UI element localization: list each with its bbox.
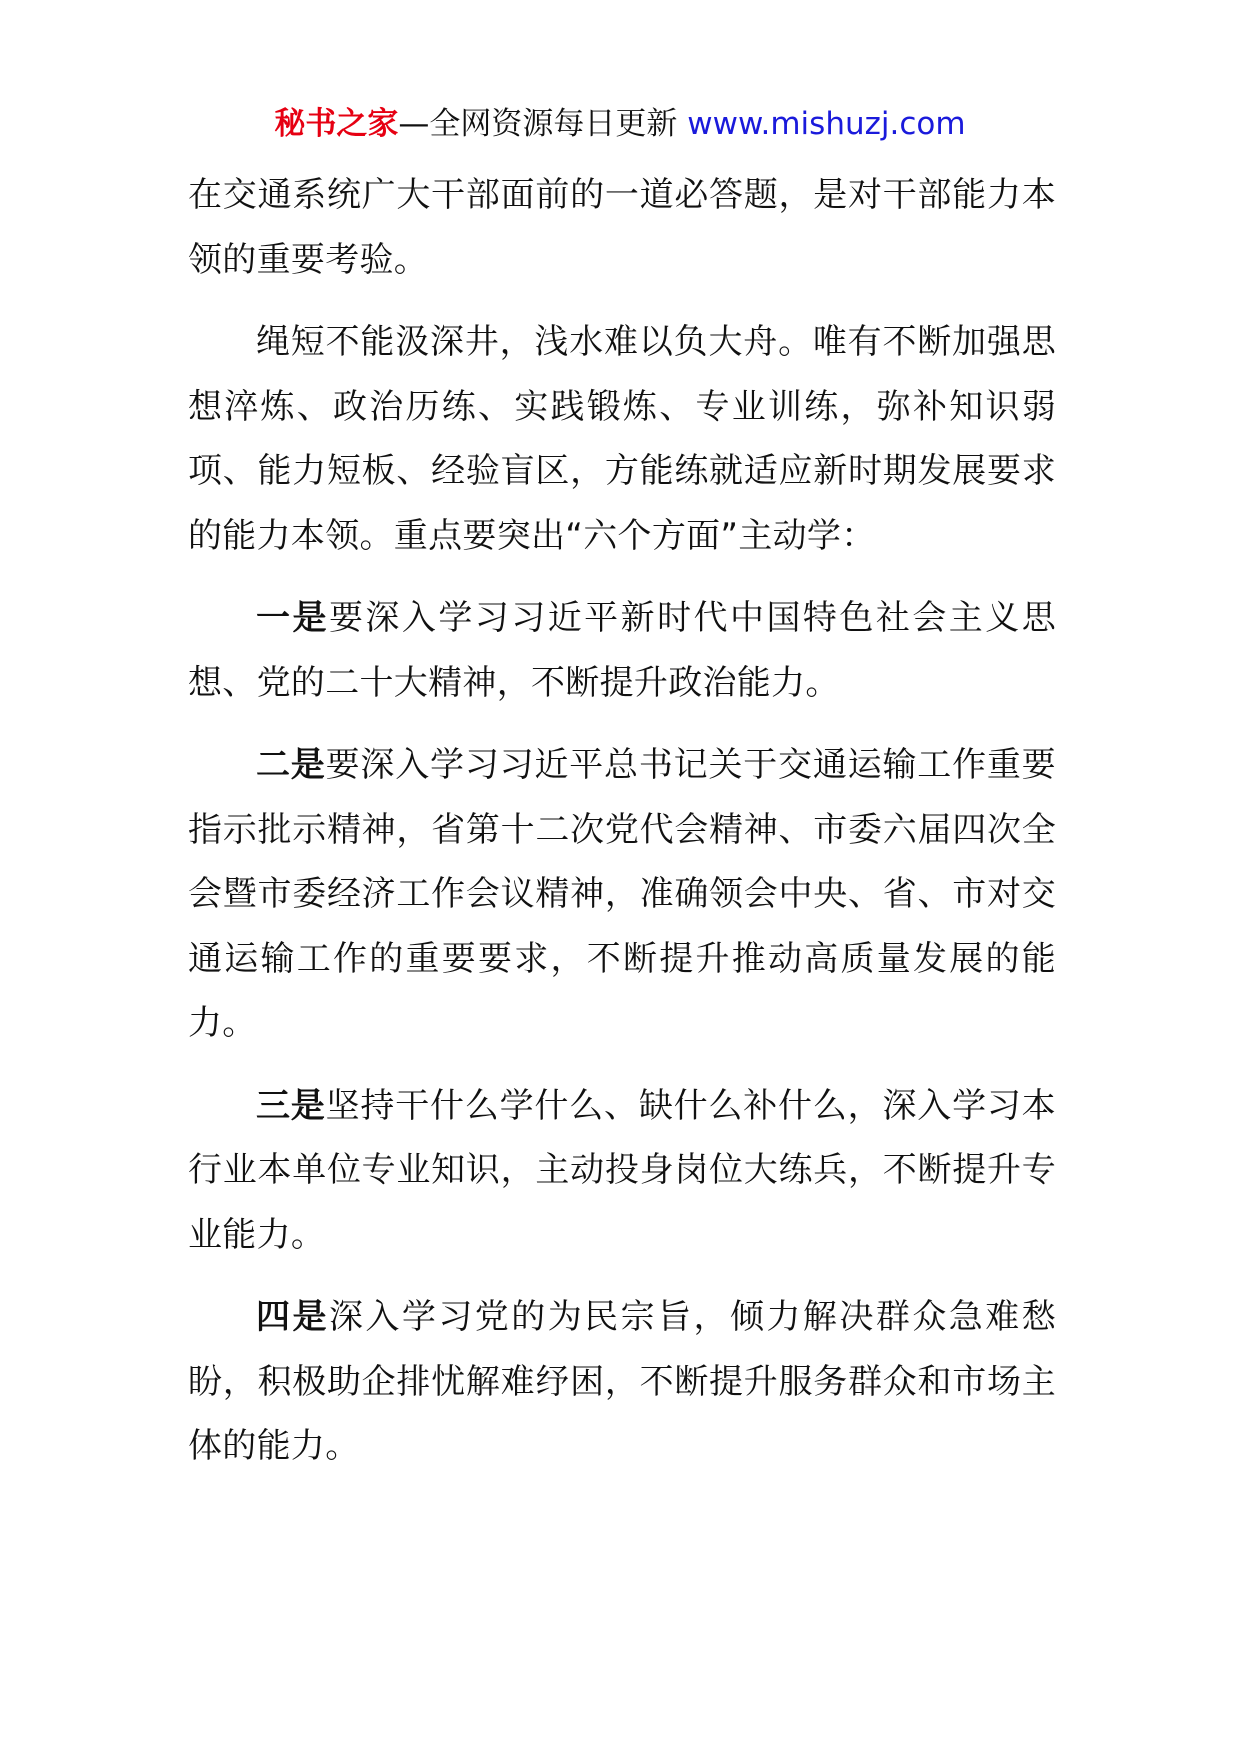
item-text: 要深入学习习近平总书记关于交通运输工作重要指示批示精神，省第十二次党代会精神、市委六届四次全会暨市委经济工作会议精神，准确领会中央、省、市对交通运输工作的重要要求，不断提升推动高质量发展的能力。	[188, 745, 1056, 1043]
item-text: 要深入学习习近平新时代中国特色社会主义思想、党的二十大精神，不断提升政治能力。	[188, 598, 1057, 703]
site-url[interactable]: www.mishuzj.com	[687, 106, 966, 142]
list-item	[188, 1285, 1056, 1479]
item-lead: 一是	[256, 598, 329, 638]
list-item	[188, 1074, 1056, 1268]
document-body	[188, 163, 1056, 1497]
page-header	[0, 102, 1240, 146]
list-item	[188, 733, 1056, 1056]
item-lead: 二是	[256, 745, 326, 785]
item-lead: 四是	[256, 1297, 329, 1337]
item-lead: 三是	[256, 1085, 326, 1126]
intro-paragraph: 绳短不能汲深井，浅水难以负大舟。唯有不断加强思想淬炼、政治历练、实践锻炼、专业训练，弥补知识弱项、能力短板、经验盲区，方能练就适应新时期发展要求的能力本领。重点要突出“六个方面”主动学：	[188, 322, 1056, 556]
header-slogan: —全网资源每日更新	[398, 106, 678, 142]
continued-paragraph: 在交通系统广大干部面前的一道必答题，是对干部能力本领的重要考验。	[188, 175, 1056, 280]
list-item	[188, 586, 1056, 715]
item-text: 坚持干什么学什么、缺什么补什么，深入学习本行业本单位专业知识，主动投身岗位大练兵，不断提升专业能力。	[188, 1085, 1056, 1255]
item-text: 深入学习党的为民宗旨，倾力解决群众急难愁盼，积极助企排忧解难纾困，不断提升服务群众和市场主体的能力。	[188, 1297, 1057, 1466]
brand-name: 秘书之家	[274, 106, 399, 142]
